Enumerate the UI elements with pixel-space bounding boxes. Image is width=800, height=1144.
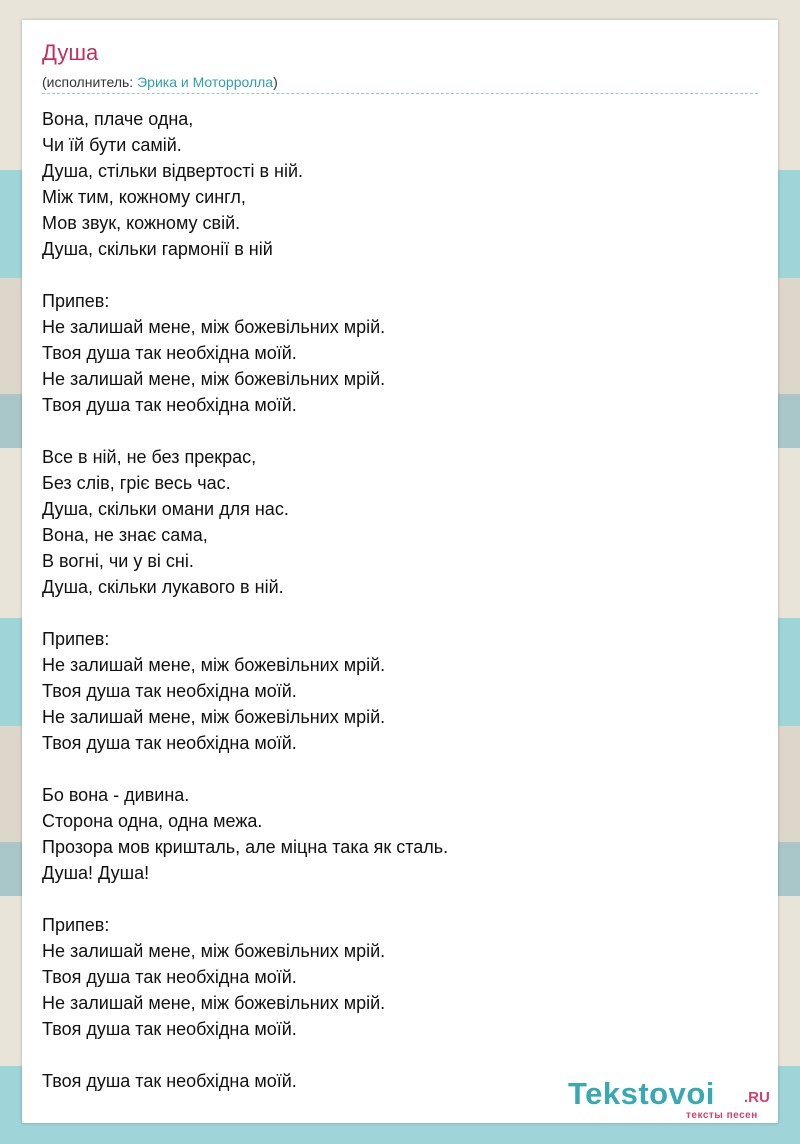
lyric-line: Не залишай мене, між божевільних мрій. [42, 941, 386, 961]
lyrics-text [42, 106, 742, 1094]
lyric-line: Все в ній, не без прекрас, [42, 447, 257, 467]
song-title: Душа [42, 40, 99, 65]
lyric-line: Без слів, гріє весь час. [42, 473, 231, 493]
logo-tld: .RU [744, 1089, 770, 1106]
lyric-line: Твоя душа так необхідна моїй. [42, 395, 297, 415]
lyric-line [42, 1042, 742, 1068]
lyric-line: В вогні, чи у ві сні. [42, 551, 194, 571]
lyric-line [42, 600, 742, 626]
lyric-line: Душа, скільки омани для нас. [42, 499, 289, 519]
lyric-line: Душа, стільки відвертості в ній. [42, 161, 303, 181]
lyric-line: Вона, не знає сама, [42, 525, 208, 545]
lyric-line: Твоя душа так необхідна моїй. [42, 967, 297, 987]
lyric-line [42, 262, 742, 288]
artist-suffix: ) [273, 74, 278, 90]
artist-line [42, 74, 278, 90]
lyric-line: Не залишай мене, між божевільних мрій. [42, 993, 386, 1013]
lyric-line: Припев: [42, 291, 110, 311]
lyric-line: Твоя душа так необхідна моїй. [42, 733, 297, 753]
logo-wordmark: Tekstovoi [568, 1076, 715, 1111]
lyric-line: Не залишай мене, між божевільних мрій. [42, 707, 386, 727]
lyric-line: Не залишай мене, між божевільних мрій. [42, 369, 386, 389]
lyric-line: Не залишай мене, між божевільних мрій. [42, 655, 386, 675]
lyric-line [42, 756, 742, 782]
lyric-line: Припев: [42, 629, 110, 649]
logo-tagline: тексты песен [686, 1110, 758, 1121]
lyric-line: Між тим, кожному сингл, [42, 187, 246, 207]
lyric-line: Прозора мов кришталь, але міцна така як сталь. [42, 837, 449, 857]
lyric-line: Твоя душа так необхідна моїй. [42, 343, 297, 363]
lyric-line: Чи їй бути самій. [42, 135, 182, 155]
lyric-line: Душа, скільки лукавого в ній. [42, 577, 284, 597]
lyric-line: Припев: [42, 915, 110, 935]
lyric-line: Бо вона - дивина. [42, 785, 190, 805]
lyric-line: Мов звук, кожному свій. [42, 213, 241, 233]
artist-link[interactable]: Эрика и Моторролла [137, 74, 274, 90]
lyric-line: Душа! Душа! [42, 863, 150, 883]
artist-prefix: (исполнитель: [42, 74, 138, 90]
lyric-line: Сторона одна, одна межа. [42, 811, 263, 831]
lyric-line: Твоя душа так необхідна моїй. [42, 681, 297, 701]
lyric-line: Не залишай мене, між божевільних мрій. [42, 317, 386, 337]
lyric-line: Душа, скільки гармонії в ній [42, 239, 273, 259]
divider [42, 93, 758, 94]
lyric-line [42, 418, 742, 444]
lyric-line: Вона, плаче одна, [42, 109, 194, 129]
lyric-line: Твоя душа так необхідна моїй. [42, 1019, 297, 1039]
lyrics-sheet [22, 20, 778, 1123]
lyric-line [42, 886, 742, 912]
site-logo[interactable] [568, 1078, 778, 1122]
lyric-line: Твоя душа так необхідна моїй. [42, 1071, 297, 1091]
